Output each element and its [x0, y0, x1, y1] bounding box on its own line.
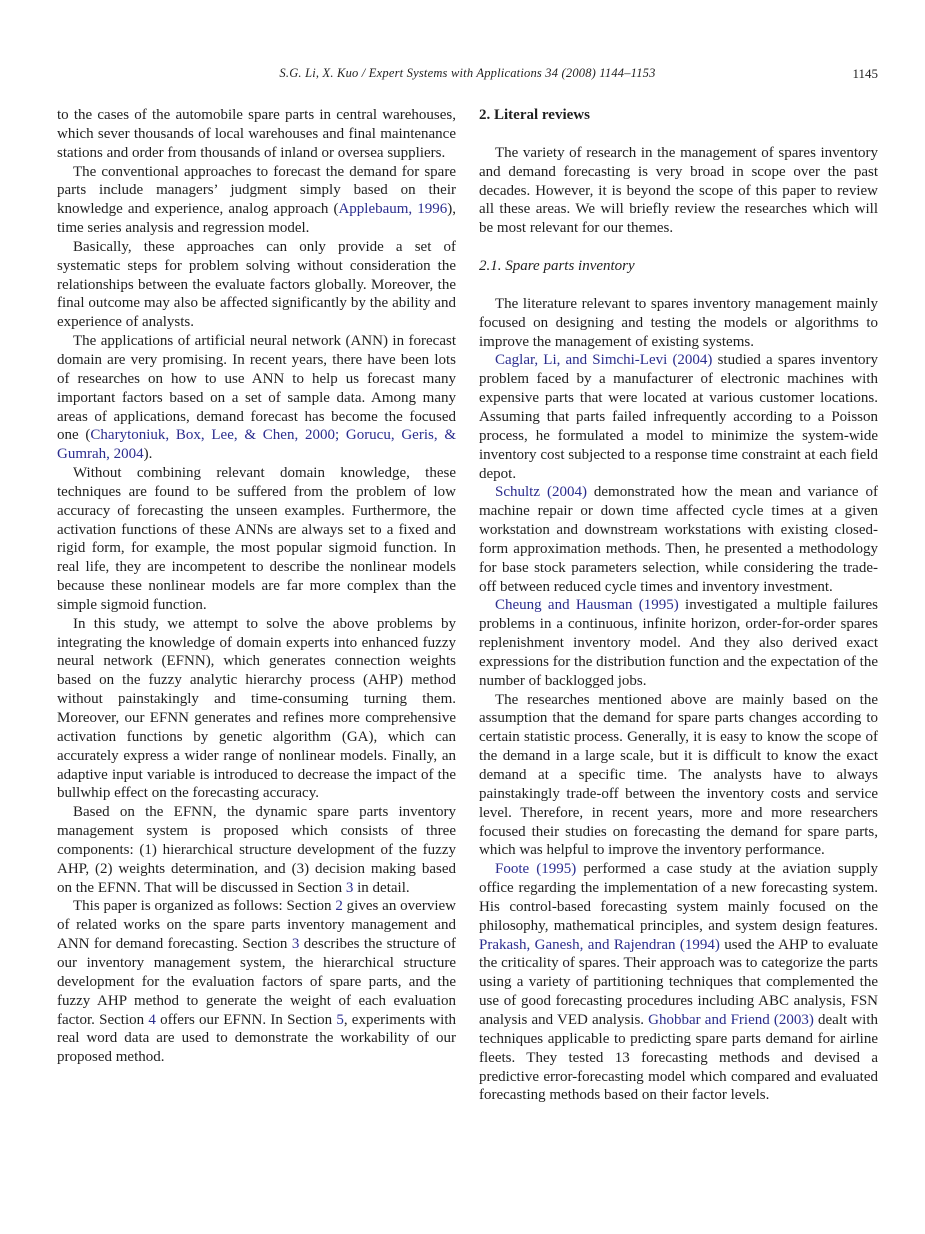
body-paragraph: to the cases of the automobile spare parts in central warehouses, which sever thousands of local warehouses and final maintenance stations and order from thousands of inland or oversea suppliers.	[57, 107, 456, 161]
body-paragraph: Without combining relevant domain knowledge, these techniques are found to be suffered from the problem of low accuracy of forecasting the unseen examples. Furthermore, the activation functions of these ANNs are always set to a fixed and rigid form, for example, the most popular sigmoid function. In real life, they are incompetent to describe the nonlinear models because these nonlinear models are far more complex than the simple sigmoid function.	[57, 465, 456, 613]
citation-link[interactable]: Prakash, Ganesh, and Rajendran (1994)	[479, 936, 720, 953]
citation-link[interactable]: Charytoniuk, Box, Lee, & Chen, 2000; Gorucu, Geris, & Gumrah, 2004	[57, 427, 456, 463]
body-paragraph: The literature relevant to spares inventory management mainly focused on designing and testing the models or algorithms to improve the management of existing systems.	[479, 295, 878, 350]
left-column	[57, 106, 456, 1067]
body-paragraph: The researches mentioned above are mainly based on the assumption that the demand for spare parts changes according to certain statistic process. Generally, it is easy to know the scope of the demand in a large scale, but it is difficult to know the exact demand at a specific time. The analysts have to always painstakingly trade-off between the inventory costs and service level. Therefore, in recent years, more and more researchers focused their studies on forecasting the demand for spare parts, which was helpful to improve the inventory performance.	[479, 691, 878, 859]
subsection-heading: 2.1. Spare parts inventory	[479, 258, 635, 275]
citation-link[interactable]: Foote (1995)	[495, 861, 577, 878]
body-paragraph: The applications of artificial neural network (ANN) in forecast domain are very promising. In recent years, there have been lots of researches on how to use ANN to help us forecast many important factors based on a set of sample data. Among many areas of applications, demand forecast has become the focused one (Charytoniuk, Box, Lee, & Chen, 2000; Gorucu, Geris, & Gumrah, 2004).	[57, 333, 456, 463]
citation-link[interactable]: Caglar, Li, and Simchi-Levi (2004)	[495, 352, 713, 369]
body-paragraph: The variety of research in the management of spares inventory and demand forecasting is very broad in scope over the past decades. However, it is beyond the scope of this paper to review all these areas. We will briefly review the researches which will be most relevant for our themes.	[479, 144, 878, 237]
body-paragraph: Foote (1995) performed a case study at the aviation supply office regarding the implementation of a new forecasting system. His control-based forecasting system mainly focused on the philosophy, mathematical principles, and system design features. Prakash, Ganesh, and Rajendran (1994) used the AHP to evaluate the criticality of spares. Their approach was to categorize the parts using a variety of partitioning techniques that complemented the use of good forecasting procedures including ABC analysis, FSN analysis and VED analysis. Ghobbar and Friend (2003) dealt with techniques applicable to predicting spare parts demand for airline fleets. They tested 13 forecasting methods and devised a predictive error-forecasting model which compared and evaluated forecasting methods based on their factor levels.	[479, 861, 878, 1104]
body-paragraph: In this study, we attempt to solve the above problems by integrating the knowledge of domain experts into enhanced fuzzy neural network (EFNN), which generates connection weights based on the fuzzy analytic hierarchy process (AHP) method without painstakingly and time-consuming turning them. Moreover, our EFNN generates and refines more comprehensive activation functions by genetic algorithm (GA), which can accurately express a wider range of nonlinear models. Finally, an adaptive input variable is introduced to decrease the impact of the bullwhip effect on the forecasting accuracy.	[57, 615, 456, 802]
article-body	[57, 106, 878, 1105]
citation-link[interactable]: 4	[148, 1011, 156, 1028]
citation-link[interactable]: 3	[345, 879, 354, 896]
citation-link[interactable]: Schultz (2004)	[495, 484, 587, 501]
citation-link[interactable]: 3	[291, 936, 300, 953]
page-header	[57, 66, 878, 84]
citation-link[interactable]: Applebaum, 1996	[338, 201, 448, 218]
right-column	[479, 106, 878, 1105]
body-paragraph: Based on the EFNN, the dynamic spare parts inventory management system is proposed which consists of three components: (1) hierarchical structure development of the fuzzy AHP, (2) weights determination, and (3) decision making based on the EFNN. That will be discussed in Section 3 in detail.	[57, 804, 456, 896]
body-paragraph: Schultz (2004) demonstrated how the mean and variance of machine repair or down time affected cycle times at a given workstation and downstream workstations with existing closed-form approximation methods. Then, he presented a methodology for base stock parameters selection, while considering the trade-off between reduced cycle times and inventory investment.	[479, 484, 878, 595]
citation-link[interactable]: Ghobbar and Friend (2003)	[648, 1011, 814, 1028]
body-paragraph: Caglar, Li, and Simchi-Levi (2004) studied a spares inventory problem faced by a manufacturer of electronic machines with expensive parts that were located at various customer locations. Assuming that parts failed infrequently according to a Poisson process, he formulated a model to minimize the system-wide inventory cost subjected to a response time constraint at each field depot.	[479, 352, 878, 482]
section-heading: 2. Literal reviews	[479, 107, 590, 123]
citation-link[interactable]: 5	[336, 1011, 344, 1028]
body-paragraph: Cheung and Hausman (1995) investigated a multiple failures problems in a continuous, infinite horizon, order-for-order spares replenishment inventory model. And they also derived exact expressions for the distribution function and the expectation of the number of backlogged jobs.	[479, 597, 878, 689]
running-title: S.G. Li, X. Kuo / Expert Systems with Applications 34 (2008) 1144–1153	[279, 66, 656, 80]
page-number: 1145	[852, 66, 878, 81]
body-paragraph: Basically, these approaches can only provide a set of systematic steps for problem solving without consideration the relationships between the evaluate factors globally. Moreover, the final outcome may also be affected significantly by the ability and experience of analysts.	[57, 238, 456, 331]
citation-link[interactable]: 2	[335, 898, 343, 915]
citation-link[interactable]: Cheung and Hausman (1995)	[495, 597, 679, 614]
body-paragraph: This paper is organized as follows: Section 2 gives an overview of related works on the spare parts inventory management and ANN for demand forecasting. Section 3 describes the structure of our inventory management system, the hierarchical structure development for the evaluation factors of spare parts, and the fuzzy AHP method to generate the weight of each evaluation factor. Section 4 offers our EFNN. In Section 5, experiments with real word data are used to demonstrate the workability of our proposed method.	[57, 898, 456, 1066]
body-paragraph: The conventional approaches to forecast the demand for spare parts include managers’ judgment simply based on their knowledge and experience, analog approach (Applebaum, 1996), time series analysis and regression model.	[57, 163, 457, 237]
